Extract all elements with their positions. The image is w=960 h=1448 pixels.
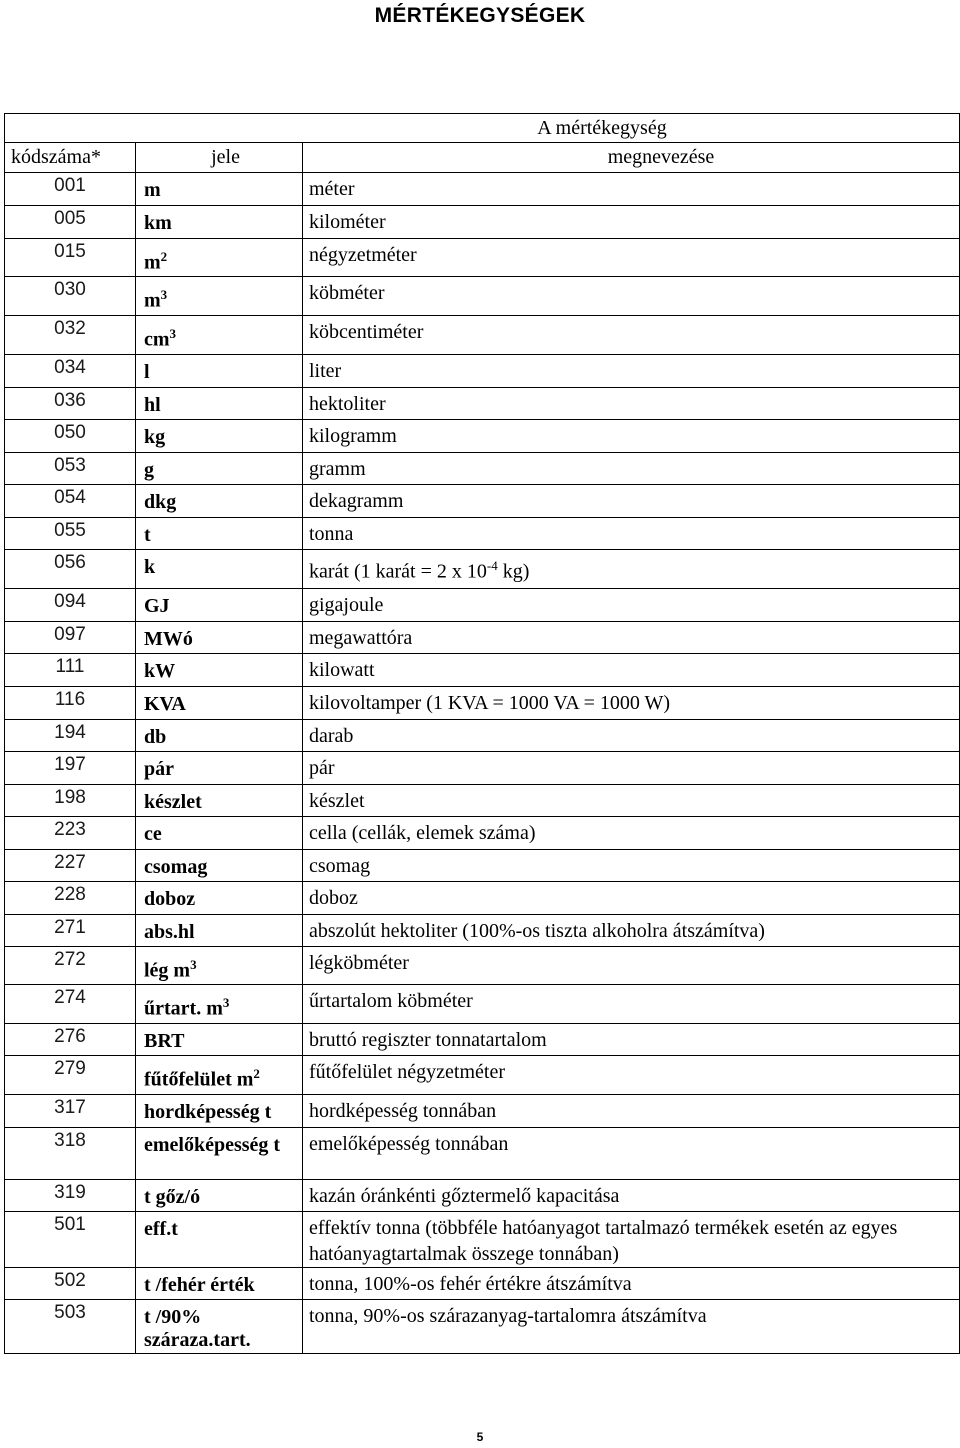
- unit-name-cell: [303, 1024, 960, 1056]
- unit-code-cell: 501: [5, 1212, 136, 1268]
- unit-name: effektív tonna (többféle hatóanyagot tartalmazó termékek esetén az egyes hatóanyagtartalmak összege tonnában): [309, 1217, 898, 1265]
- unit-name-cell: [303, 985, 960, 1024]
- unit-code-cell: 056: [5, 550, 136, 589]
- unit-symbol-cell: [136, 1180, 303, 1212]
- column-header-symbol: jele: [136, 143, 303, 173]
- unit-name-cell: [303, 206, 960, 239]
- table-row: [5, 947, 960, 985]
- unit-symbol: GJ: [144, 595, 170, 617]
- unit-name: abszolút hektoliter (100%-os tiszta alkoholra átszámítva): [309, 920, 765, 942]
- unit-name: kilovoltamper (1 KVA = 1000 VA = 1000 W): [309, 692, 671, 714]
- unit-symbol-cell: [136, 882, 303, 915]
- unit-name: fűtőfelület négyzetméter: [309, 1061, 506, 1083]
- unit-symbol-cell: [136, 239, 303, 277]
- unit-name-cell: [303, 947, 960, 985]
- unit-code-cell: 094: [5, 589, 136, 622]
- unit-symbol-cell: [136, 850, 303, 882]
- unit-code-cell: 015: [5, 239, 136, 277]
- unit-symbol-cell: [136, 817, 303, 850]
- unit-name: dekagramm: [309, 490, 404, 512]
- unit-symbol: m: [144, 289, 161, 312]
- table-row: [5, 882, 960, 915]
- unit-code-cell: 054: [5, 485, 136, 518]
- unit-symbol: csomag: [144, 856, 208, 878]
- unit-symbol: m: [144, 251, 161, 274]
- unit-symbol-exponent: 2: [253, 1066, 260, 1081]
- unit-name: bruttó regiszter tonnatartalom: [309, 1029, 547, 1051]
- table-row: [5, 1212, 960, 1268]
- unit-code-cell: 116: [5, 687, 136, 720]
- unit-name-cell: [303, 654, 960, 687]
- unit-symbol-cell: [136, 720, 303, 752]
- table-row: [5, 1024, 960, 1056]
- unit-symbol: hl: [144, 394, 161, 416]
- unit-name-cell: [303, 485, 960, 518]
- unit-code-cell: 276: [5, 1024, 136, 1056]
- table-row: [5, 589, 960, 622]
- unit-name: hordképesség tonnában: [309, 1100, 497, 1122]
- unit-symbol-cell: [136, 1128, 303, 1180]
- column-header-code: kódszáma*: [5, 143, 136, 173]
- unit-symbol: m: [144, 179, 161, 201]
- unit-name: emelőképesség tonnában: [309, 1133, 509, 1155]
- unit-name-cell: [303, 277, 960, 316]
- unit-name-cell: [303, 752, 960, 785]
- unit-code-cell: 318: [5, 1128, 136, 1180]
- unit-symbol: abs.hl: [144, 921, 195, 943]
- unit-name-cell: [303, 817, 960, 850]
- unit-code-cell: 279: [5, 1056, 136, 1095]
- unit-code-cell: 005: [5, 206, 136, 239]
- unit-code-cell: 053: [5, 453, 136, 485]
- unit-symbol: dkg: [144, 491, 177, 513]
- unit-name-cell: [303, 1212, 960, 1268]
- unit-name-cell: [303, 173, 960, 206]
- unit-code-cell: 001: [5, 173, 136, 206]
- unit-code-cell: 271: [5, 915, 136, 947]
- unit-name: köbméter: [309, 282, 385, 304]
- unit-name: csomag: [309, 855, 371, 877]
- unit-name: kilowatt: [309, 659, 375, 681]
- unit-symbol-cell: [136, 947, 303, 985]
- unit-symbol-cell: [136, 206, 303, 239]
- unit-name: megawattóra: [309, 627, 413, 649]
- unit-symbol-cell: [136, 453, 303, 485]
- unit-name: liter: [309, 360, 342, 382]
- unit-symbol: lég m: [144, 959, 191, 982]
- unit-name-cell: [303, 420, 960, 453]
- unit-symbol-cell: [136, 785, 303, 817]
- unit-name: pár: [309, 757, 335, 779]
- page-number: 5: [476, 1430, 484, 1444]
- table-column-header-row: [5, 143, 960, 173]
- table-row: [5, 1268, 960, 1300]
- unit-code-cell: 272: [5, 947, 136, 985]
- unit-symbol-cell: [136, 277, 303, 316]
- unit-symbol-cell: [136, 1056, 303, 1095]
- table-row: [5, 720, 960, 752]
- unit-symbol-cell: [136, 316, 303, 355]
- table-row: [5, 1180, 960, 1212]
- unit-name: kilogramm: [309, 425, 397, 447]
- unit-symbol-exponent: 3: [190, 957, 197, 972]
- unit-code-cell: 034: [5, 355, 136, 388]
- unit-symbol: MWó: [144, 628, 193, 650]
- unit-name-cell: [303, 1268, 960, 1300]
- unit-symbol-cell: [136, 388, 303, 420]
- table-row: [5, 206, 960, 239]
- table-row: [5, 1128, 960, 1180]
- unit-symbol: fűtőfelület m: [144, 1068, 254, 1091]
- table-row: [5, 817, 960, 850]
- unit-symbol-cell: [136, 518, 303, 550]
- unit-symbol-cell: [136, 485, 303, 518]
- unit-code-cell: 111: [5, 654, 136, 687]
- unit-code-cell: 198: [5, 785, 136, 817]
- unit-code-cell: 050: [5, 420, 136, 453]
- unit-symbol-cell: [136, 420, 303, 453]
- table-row: [5, 1300, 960, 1354]
- unit-code-cell: 223: [5, 817, 136, 850]
- unit-name-cell: [303, 785, 960, 817]
- unit-code-cell: 197: [5, 752, 136, 785]
- unit-name: kazán óránkénti gőztermelő kapacitása: [309, 1185, 620, 1207]
- unit-symbol: l: [144, 361, 150, 383]
- unit-symbol-cell: [136, 1024, 303, 1056]
- unit-symbol: db: [144, 726, 167, 748]
- unit-symbol: kg: [144, 426, 166, 448]
- unit-name: tonna, 100%-os fehér értékre átszámítva: [309, 1273, 632, 1295]
- unit-symbol: hordképesség t: [144, 1101, 272, 1123]
- unit-name-suffix: kg): [497, 560, 530, 583]
- unit-name-cell: [303, 850, 960, 882]
- unit-symbol: kW: [144, 660, 176, 682]
- unit-symbol: cm: [144, 328, 170, 351]
- unit-name: kilométer: [309, 211, 386, 233]
- unit-code-cell: 317: [5, 1095, 136, 1128]
- unit-name: gramm: [309, 458, 366, 480]
- unit-symbol-cell: [136, 589, 303, 622]
- unit-symbol: km: [144, 212, 172, 234]
- unit-name: négyzetméter: [309, 244, 417, 266]
- unit-code-cell: 036: [5, 388, 136, 420]
- unit-symbol-exponent: 3: [169, 326, 177, 341]
- unit-name-cell: [303, 1300, 960, 1354]
- unit-symbol: t: [144, 524, 151, 546]
- unit-code-cell: 503: [5, 1300, 136, 1354]
- table-row: [5, 687, 960, 720]
- unit-code-cell: 274: [5, 985, 136, 1024]
- unit-name: tonna, 90%-os szárazanyag-tartalomra átszámítva: [309, 1305, 707, 1327]
- unit-symbol: k: [144, 556, 156, 578]
- unit-code-cell: 194: [5, 720, 136, 752]
- unit-symbol-cell: [136, 1268, 303, 1300]
- unit-symbol-cell: [136, 1300, 303, 1354]
- unit-symbol-exponent: 2: [160, 249, 168, 264]
- table-row: [5, 785, 960, 817]
- unit-name-exponent: -4: [486, 558, 498, 573]
- unit-symbol-cell: [136, 622, 303, 654]
- unit-code-cell: 319: [5, 1180, 136, 1212]
- unit-symbol-cell: [136, 550, 303, 589]
- unit-name: karát (1 karát = 2 x 10: [309, 560, 487, 583]
- unit-name: űrtartalom köbméter: [309, 990, 473, 1012]
- unit-name-cell: [303, 1180, 960, 1212]
- unit-code-cell: 228: [5, 882, 136, 915]
- unit-name-cell: [303, 720, 960, 752]
- group-header: A mértékegység: [5, 114, 960, 143]
- unit-name-cell: [303, 589, 960, 622]
- page-title: MÉRTÉKEGYSÉGEK: [374, 4, 586, 27]
- unit-symbol-exponent: 3: [160, 287, 168, 302]
- unit-symbol-cell: [136, 355, 303, 388]
- unit-code-cell: 502: [5, 1268, 136, 1300]
- unit-symbol-cell: [136, 173, 303, 206]
- unit-code-cell: 032: [5, 316, 136, 355]
- units-table: [4, 113, 960, 1354]
- table-row: [5, 752, 960, 785]
- unit-symbol-cell: [136, 1095, 303, 1128]
- table-row: [5, 850, 960, 882]
- table-row: [5, 518, 960, 550]
- unit-symbol-cell: [136, 687, 303, 720]
- unit-name: doboz: [309, 887, 358, 909]
- table-row: [5, 239, 960, 277]
- unit-symbol-cell: [136, 654, 303, 687]
- unit-name-cell: [303, 239, 960, 277]
- unit-name-cell: [303, 915, 960, 947]
- unit-symbol-cell: [136, 915, 303, 947]
- unit-name: köbcentiméter: [309, 321, 424, 343]
- unit-code-cell: 227: [5, 850, 136, 882]
- unit-symbol-cell: [136, 1212, 303, 1268]
- unit-name-cell: [303, 1128, 960, 1180]
- table-row: [5, 915, 960, 947]
- unit-name: darab: [309, 725, 354, 747]
- table-row: [5, 453, 960, 485]
- unit-symbol: t /fehér érték: [144, 1274, 255, 1296]
- table-row: [5, 985, 960, 1024]
- unit-name-cell: [303, 622, 960, 654]
- unit-name-cell: [303, 518, 960, 550]
- column-header-name: megnevezése: [303, 143, 960, 173]
- unit-symbol: űrtart. m: [144, 997, 223, 1020]
- table-row: [5, 1056, 960, 1095]
- unit-name-cell: [303, 687, 960, 720]
- unit-name: tonna: [309, 523, 354, 545]
- unit-symbol: készlet: [144, 791, 202, 813]
- table-row: [5, 173, 960, 206]
- unit-name: hektoliter: [309, 393, 386, 415]
- unit-name: méter: [309, 178, 355, 200]
- unit-code-cell: 030: [5, 277, 136, 316]
- table-group-header-row: [5, 114, 960, 143]
- table-row: [5, 1095, 960, 1128]
- table-row: [5, 277, 960, 316]
- table-row: [5, 355, 960, 388]
- unit-name: készlet: [309, 790, 365, 812]
- unit-name: légköbméter: [309, 952, 409, 974]
- unit-symbol: pár: [144, 758, 174, 780]
- unit-symbol: doboz: [144, 888, 196, 910]
- unit-symbol: t gőz/ó: [144, 1186, 201, 1208]
- unit-name-cell: [303, 453, 960, 485]
- unit-name: gigajoule: [309, 594, 384, 616]
- table-row: [5, 420, 960, 453]
- unit-symbol: ce: [144, 823, 162, 845]
- unit-symbol: t /90% száraza.tart.: [144, 1306, 251, 1351]
- table-body: [5, 173, 960, 1354]
- unit-name-cell: [303, 550, 960, 589]
- unit-name-cell: [303, 355, 960, 388]
- unit-name-cell: [303, 1056, 960, 1095]
- unit-name-cell: [303, 882, 960, 915]
- unit-name: cella (cellák, elemek száma): [309, 822, 536, 844]
- unit-name-cell: [303, 316, 960, 355]
- unit-name-cell: [303, 1095, 960, 1128]
- table-row: [5, 485, 960, 518]
- table-row: [5, 550, 960, 589]
- unit-symbol: emelőképesség t: [144, 1134, 281, 1156]
- table-row: [5, 622, 960, 654]
- table-row: [5, 316, 960, 355]
- unit-symbol-exponent: 3: [222, 995, 230, 1010]
- unit-symbol: KVA: [144, 693, 186, 715]
- table-row: [5, 654, 960, 687]
- unit-code-cell: 055: [5, 518, 136, 550]
- unit-symbol: g: [144, 459, 154, 481]
- table-row: [5, 388, 960, 420]
- unit-symbol-cell: [136, 752, 303, 785]
- unit-symbol-cell: [136, 985, 303, 1024]
- unit-symbol: eff.t: [144, 1218, 178, 1240]
- unit-code-cell: 097: [5, 622, 136, 654]
- unit-name-cell: [303, 388, 960, 420]
- unit-symbol: BRT: [144, 1030, 185, 1052]
